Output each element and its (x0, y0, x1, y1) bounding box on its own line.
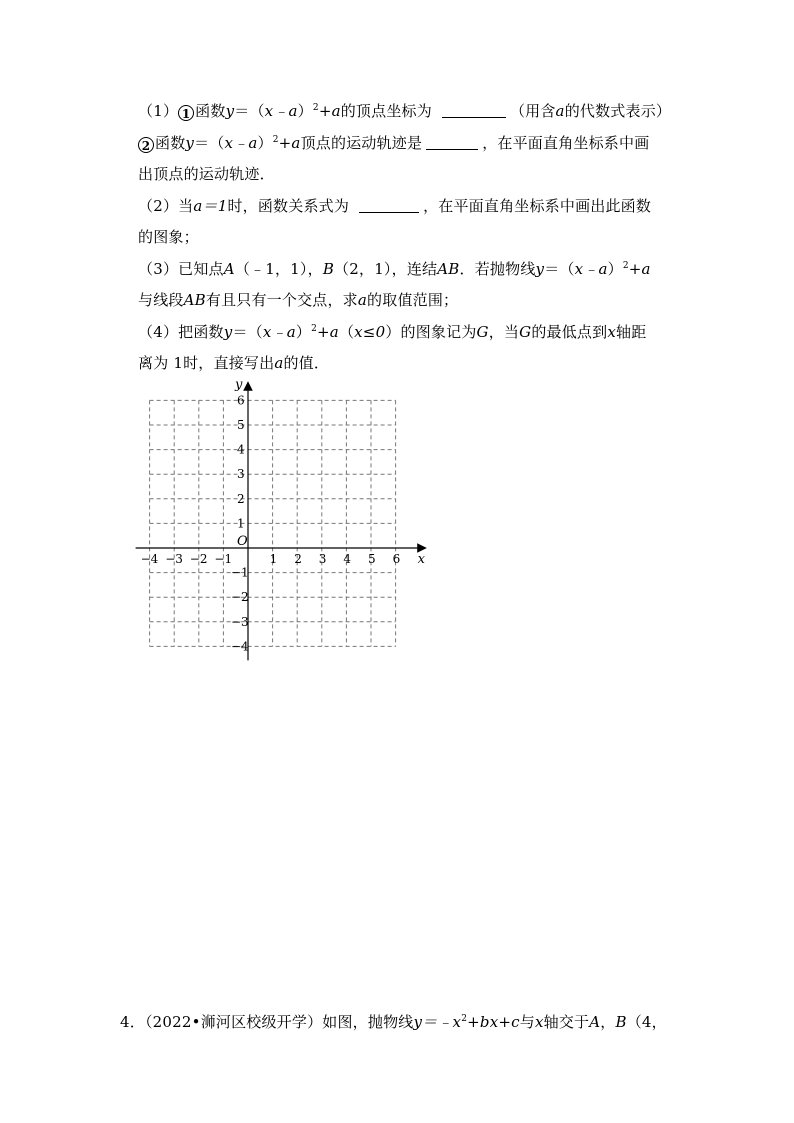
grid-lines (150, 400, 396, 646)
part4-text-e: 轴距 (616, 323, 647, 341)
problem4-comma: ， (600, 1013, 616, 1031)
part2-number: （2） (138, 197, 179, 215)
function-close: ） (297, 102, 313, 120)
problem4-point-a: A (589, 1013, 601, 1031)
origin-label: O (237, 534, 248, 549)
function-close: ） (257, 134, 273, 152)
function-exponent: 2 (272, 135, 279, 145)
problem4-number: 4． (120, 1013, 145, 1031)
graph-g-label: G (519, 323, 532, 341)
y-tick-label: 5 (237, 418, 245, 432)
part1-sub2-desc: 顶点的运动轨迹是 (300, 134, 423, 152)
problem4-line (120, 1012, 690, 1032)
problem4-point-b: B (615, 1013, 627, 1031)
answer-blank-function[interactable] (359, 197, 419, 213)
function-inner: x﹣a (574, 260, 608, 278)
part3-comma: ， (307, 260, 323, 278)
part4-var: a (274, 354, 284, 372)
y-tick-label: 2 (237, 491, 245, 506)
part4-text-b: 的图象记为 (400, 323, 477, 341)
function-y: y (185, 134, 195, 152)
part1-sub2-desc-b: ，在平面直角坐标系中画 (482, 134, 650, 152)
function-eq: ＝（ (232, 323, 263, 341)
part1-line3 (138, 164, 678, 184)
function-plus-a: +a (278, 134, 301, 152)
part2-text-d: 的图象； (138, 228, 199, 246)
problem4-text-d: （4， (626, 1013, 667, 1031)
function-eq: ＝（ (194, 134, 225, 152)
part3-number: （3） (138, 260, 179, 278)
x-axis-label: x (417, 552, 425, 567)
part1-sub1-var: a (555, 102, 565, 120)
point-a-label: A (223, 260, 235, 278)
answer-blank-trajectory[interactable] (426, 134, 478, 150)
part3-line2 (138, 290, 678, 310)
part4-text-g: 的值． (283, 354, 330, 372)
part1-line2 (138, 133, 678, 153)
function-close: ） (607, 260, 623, 278)
function-plus-a: +a (318, 102, 341, 120)
function-y: y (225, 102, 235, 120)
x-tick-label: 3 (318, 552, 327, 566)
function-eq: ＝（ (234, 102, 265, 120)
point-b-coord: （2，1） (334, 260, 392, 278)
part3-var: a (357, 291, 368, 309)
y-tick-label: 6 (237, 393, 245, 408)
part4-text-c: ，当 (488, 323, 520, 341)
point-a-coord: （﹣1，1） (234, 260, 308, 278)
part2-text-c: ，在平面直角坐标系中画出此函数 (423, 197, 652, 215)
tick-labels (141, 377, 426, 653)
function-exponent: 2 (622, 261, 629, 271)
part1-sub1-desc: 的顶点坐标为 (340, 102, 432, 120)
function-exponent: 2 (311, 324, 318, 334)
part3-text-c: ．若抛物线 (459, 260, 536, 278)
part4-number: （4） (138, 323, 179, 341)
x-tick-label: −4 (140, 552, 159, 566)
part4-line2 (138, 353, 678, 373)
part3-text-a: 已知点 (178, 260, 224, 278)
y-axis-label: y (235, 377, 243, 393)
part2-line1 (138, 196, 678, 216)
answer-blank-vertex[interactable] (442, 102, 506, 118)
part1-sub1-hint-b: 的代数式表示） (564, 102, 672, 120)
problem4-exponent: 2 (461, 1014, 468, 1024)
function-inner: x﹣a (264, 102, 298, 120)
part3-text-d: 与线段 (138, 291, 184, 309)
x-axis-var: x (607, 323, 616, 341)
part3-text-e: 有且只有一个交点，求 (205, 291, 358, 309)
part3-line1 (138, 259, 678, 279)
x-tick-label: 5 (368, 552, 376, 566)
y-tick-label: 4 (237, 442, 245, 457)
circled-one-marker: 1 (178, 105, 194, 121)
part1-sub2-desc-c: 出顶点的运动轨迹． (138, 165, 275, 183)
part4-line1 (138, 322, 678, 342)
y-tick-label: −3 (231, 614, 249, 629)
function-exponent: 2 (312, 103, 319, 113)
part4-condition: x≤0 (354, 323, 386, 341)
function-y: y (223, 323, 233, 341)
x-tick-label: 6 (392, 552, 401, 566)
x-tick-label: −2 (189, 552, 208, 566)
part4-cond-close: ） (385, 323, 401, 341)
function-inner: x﹣a (262, 323, 296, 341)
y-tick-label: −2 (231, 590, 249, 605)
problem4-x: x (534, 1013, 544, 1031)
y-tick-label: 1 (237, 516, 245, 531)
coordinate-grid (130, 375, 440, 670)
segment-ab: AB (183, 291, 206, 309)
function-close: ） (295, 323, 312, 341)
problem4-func-rest: +bx+c (467, 1013, 520, 1031)
graph-g-label: G (476, 323, 489, 341)
function-eq: ＝（ (544, 260, 575, 278)
problem4-source: （2022•浉河区校级开学） (144, 1013, 323, 1031)
part1-number: （1） (138, 102, 179, 120)
part2-text-a: 当 (178, 197, 194, 215)
axes (136, 382, 426, 660)
x-tick-label: 4 (343, 552, 352, 566)
segment-ab: AB (437, 260, 460, 278)
part3-text-b: ，连结 (391, 260, 438, 278)
x-tick-label: −3 (165, 552, 183, 566)
x-tick-label: 1 (269, 552, 278, 566)
y-tick-label: −1 (231, 565, 249, 580)
part2-condition: a＝1 (193, 197, 228, 215)
x-tick-label: −1 (214, 552, 233, 566)
part1-line1 (138, 101, 678, 121)
part1-sub1-hint-a: （用含 (509, 102, 556, 120)
problem4-text-b: 与 (519, 1013, 535, 1031)
part4-text-a: 把函数 (178, 323, 224, 341)
problem4-text-a: 如图，抛物线 (322, 1013, 414, 1031)
problem4-func: y＝﹣x (413, 1013, 462, 1031)
function-plus-a: +a (628, 260, 651, 278)
point-b-label: B (322, 260, 335, 278)
circled-two-marker: 2 (138, 137, 154, 153)
function-inner: x﹣a (224, 134, 258, 152)
part4-cond-open: （ (338, 323, 355, 341)
part3-text-f: 的取值范围； (367, 291, 459, 309)
part4-text-d: 的最低点到 (531, 323, 608, 341)
part1-sub1-text: 函数 (195, 102, 226, 120)
function-plus-a: +a (317, 323, 339, 341)
part2-text-b: 时，函数关系式为 (227, 197, 350, 215)
part2-line2 (138, 227, 678, 247)
part1-sub2-text: 函数 (155, 134, 186, 152)
y-tick-label: 3 (237, 467, 245, 482)
x-tick-label: 2 (294, 552, 302, 566)
function-y: y (535, 260, 545, 278)
part4-text-f: 离为 1时，直接写出 (138, 354, 275, 372)
y-tick-label: −4 (231, 639, 249, 654)
problem4-text-c: 轴交于 (543, 1013, 590, 1031)
